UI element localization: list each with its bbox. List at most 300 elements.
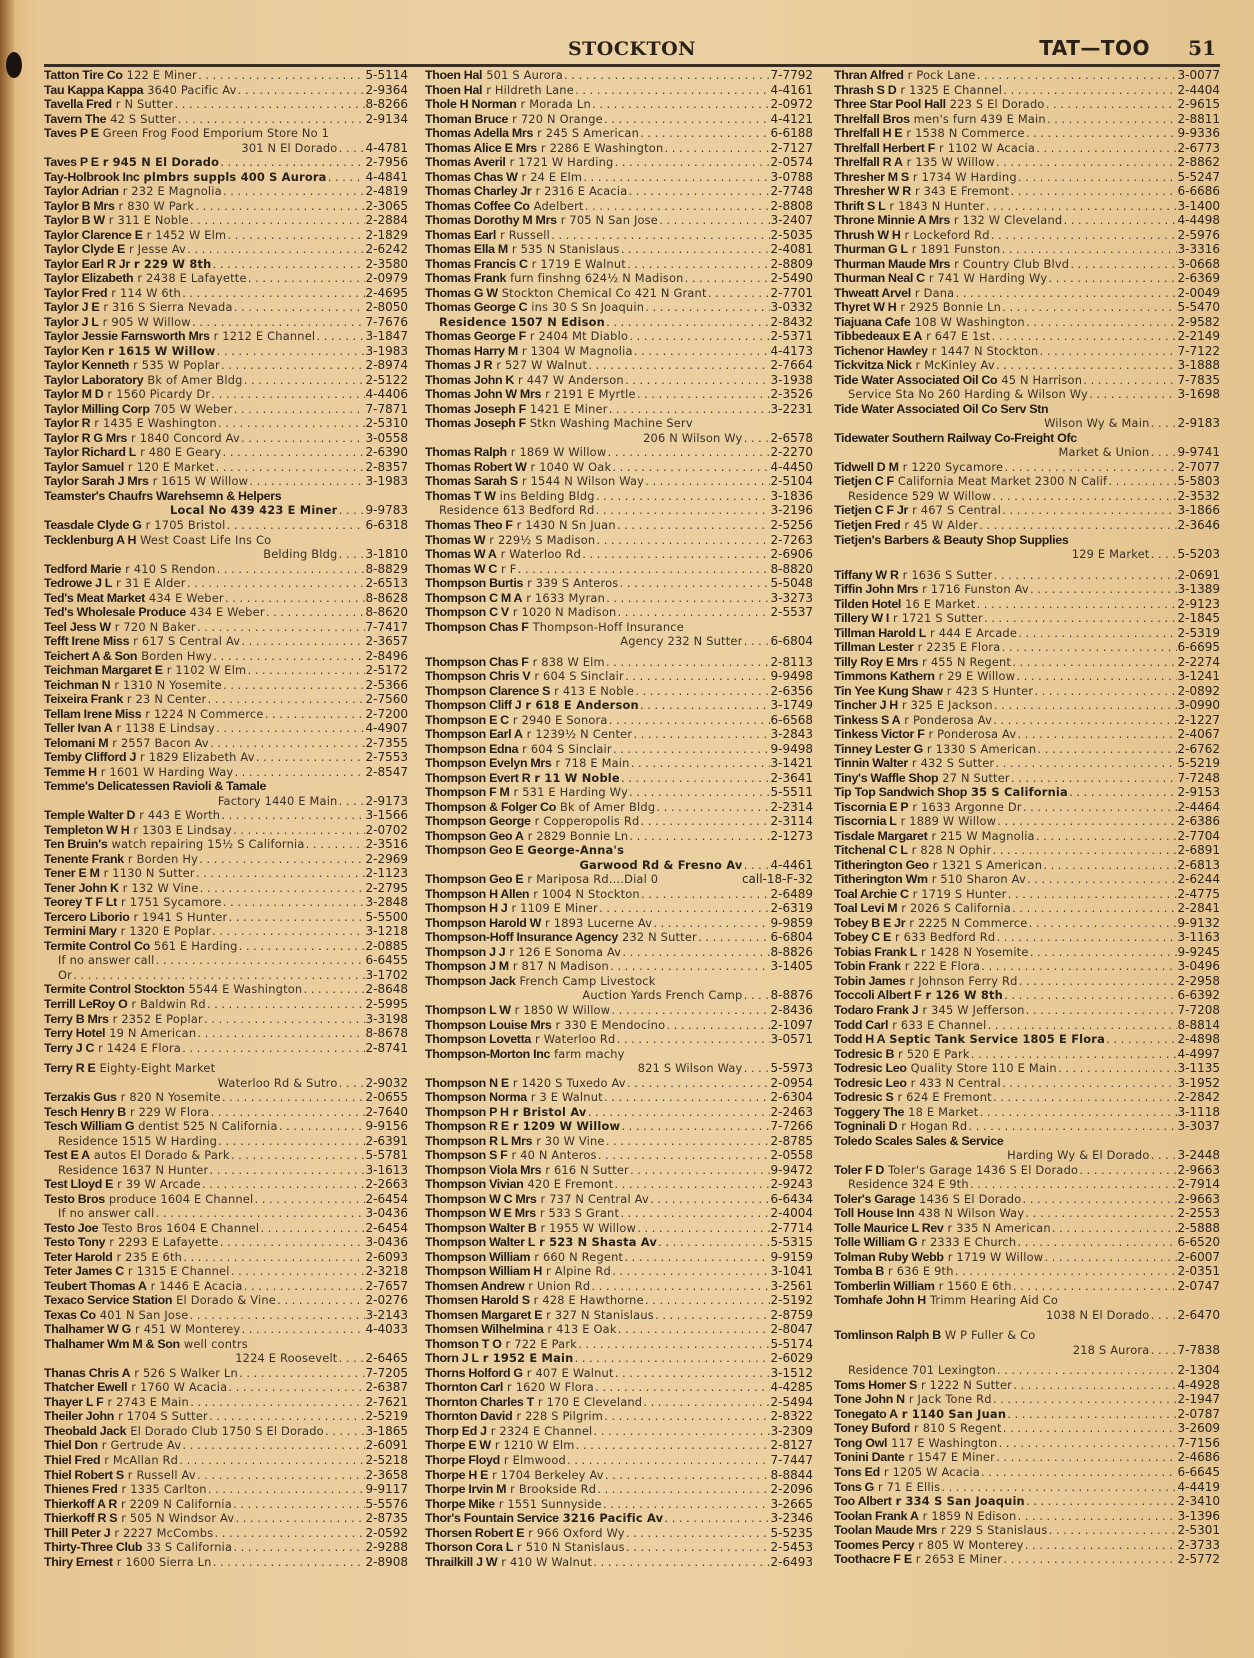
listing-entry [834,858,1220,873]
listing-line [425,591,813,606]
listing-entry [834,945,1220,960]
listing-detail: Toler's Garage 1436 S El Dorado [888,1162,1079,1177]
listing-line [834,141,1220,156]
listing-line [44,1041,408,1056]
listing-detail: r 1315 E Channel [127,1264,230,1279]
phone-number: 2-7200 [365,706,408,721]
phone-number: 2-3658 [365,1467,408,1482]
phone-number: 2-8322 [770,1409,813,1424]
listing-detail: r 1004 N Stockton [533,886,640,901]
listing-detail: r Country Club Blvd [954,256,1070,271]
listing-name: Todd Carl [834,1017,889,1032]
listing-name: Testo Joe [44,1220,99,1235]
listing-detail: r 527 W Walnut [496,358,588,373]
phone-number: 2-6578 [770,430,813,445]
listing-line [834,959,1220,974]
listing-detail: 401 N San Jose [99,1307,189,1322]
listing-entry [44,866,408,881]
phone-number: 2-2958 [1177,973,1220,988]
phone-number: 2-0979 [365,271,408,286]
listing-name: Thill Peter J [44,1525,111,1540]
listing-continuation [834,1148,1220,1163]
listing-entry [44,997,408,1012]
listing-name: Thorpe Mike [425,1496,495,1511]
listing-line [834,582,1220,597]
listing-detail: Residence 1507 N Edison [439,314,605,329]
listing-name: Thomas W C [425,561,498,576]
listing-detail: r 1941 S Hunter [133,909,228,924]
listing-entry [834,800,1220,815]
leader-dots [212,1557,366,1571]
phone-number: 2-2463 [770,1104,813,1119]
listing-name: Thresher M S [834,169,909,184]
listing-name: Thomas J R [425,358,493,373]
listing-line [425,257,813,272]
listing-name: Tellam Irene Miss [44,706,142,721]
listing-line [834,1363,1220,1378]
listing-entry [425,974,813,1003]
listing-entry [834,771,1220,786]
listing-line [834,533,1220,548]
listing-name: Tatton Tire Co [44,68,123,82]
phone-number: 3-1698 [1177,387,1220,402]
listing-detail: 19 N American [109,1026,197,1041]
listing-detail: r 413 E Oak [547,1322,617,1337]
listing-line [834,872,1220,887]
listing-detail: r Brookside Rd [510,1482,597,1497]
listing-line [425,1366,813,1381]
listing-entry [834,1250,1220,1265]
listing-line [44,213,408,228]
listing-detail: r Union Rd [528,1278,591,1293]
listing-detail: r Copperopolis Rd [534,814,640,829]
listing-detail: Residence 613 Bedford Rd [439,503,595,518]
listing-detail: r 132 W Cleveland [953,213,1063,228]
listing-name: Taylor R [44,416,91,431]
listing-line [425,1308,813,1323]
listing-detail: r Jack Tone Rd [908,1392,992,1407]
listing-entry [44,344,408,359]
listing-entry [44,1366,408,1381]
listing-detail: 42 S Sutter [110,111,177,126]
listing-name: Thompson E C [425,712,509,727]
phone-number: 4-4781 [365,140,408,155]
phone-number: 2-1845 [1177,611,1220,626]
listing-entry [425,576,813,591]
listing-detail: 705 W Weber [153,401,233,416]
phone-number: 2-1947 [1177,1392,1220,1407]
listing-name: Thompson George [425,814,531,829]
phone-number: 8-8829 [365,561,408,576]
listing-continuation [44,1351,408,1366]
listing-detail: r Bristol Av [512,1104,587,1119]
listing-address: Belding Bldg [263,547,338,562]
listing-line [44,692,408,707]
phone-number: 3-2448 [1177,1148,1220,1163]
listing-detail: r 1430 N Sn Juan [516,517,616,532]
listing-detail: r 1140 San Juan [901,1406,1007,1421]
phone-number: call-18-F-32 [741,872,813,887]
listing-entry [834,474,1220,489]
listing-entry [44,576,408,591]
phone-number: 2-5035 [770,227,813,242]
listing-entry [44,170,408,185]
listing-entry [44,460,408,475]
listing-line [834,1221,1220,1236]
listing-line [834,329,1220,344]
phone-number: 2-0276 [365,1293,408,1308]
listing-line [834,213,1220,228]
listing-entry [425,1148,813,1163]
listing-entry [834,170,1220,185]
listing-line [44,953,408,968]
listing-entry [425,474,813,489]
listing-name: Toolan Maude Mrs [834,1523,938,1538]
phone-number: 2-5172 [365,663,408,678]
listing-name: Thompson N E [425,1075,509,1090]
listing-entry [44,155,408,170]
listing-entry [834,684,1220,699]
listing-name: Tong Owl [834,1435,888,1450]
phone-number: 4-4841 [365,169,408,184]
listing-line [44,315,408,330]
listing-name: Tesch William G [44,1119,135,1134]
listing-name: Taylor Earl R Jr [44,256,130,271]
listing-line [425,1003,813,1018]
listing-detail: r 135 W Willow [906,155,995,170]
listing-detail: r 71 E Ellis [877,1479,941,1494]
listing-line [425,489,813,504]
listing-line [834,1509,1220,1524]
listing-entry [425,756,813,771]
listing-entry [834,640,1220,655]
listing-detail: Borden Hwy [141,648,213,663]
header-rule [44,64,1220,67]
phone-number: 2-5976 [1177,227,1220,242]
listing-continuation [44,794,408,809]
listing-name: Teller Ivan A [44,721,113,736]
listing-detail: 3640 Pacific Av [147,82,237,97]
listing-name: Thorson Cora L [425,1540,514,1555]
listing-name: Taylor B Mrs [44,198,115,213]
phone-number: 4-4419 [1177,1479,1220,1494]
phone-number: 2-5371 [770,329,813,344]
listing-detail: Residence 1515 W Harding [58,1133,218,1148]
listing-name: Thomas Charley Jr [425,184,532,199]
listing-address: 206 N Wilson Wy [643,430,743,445]
listing-line [834,460,1220,475]
listing-name: Thompson Lovetta [425,1032,532,1047]
listing-entry [44,1279,408,1294]
listing-name: Tip Top Sandwich Shop [834,785,967,800]
phone-number: 8-8678 [365,1026,408,1041]
listing-detail: r 1320 E Poplar [120,924,211,939]
listing-line [44,1366,408,1381]
listing-entry [44,1540,408,1555]
listing-entry [44,721,408,736]
listing-detail: r 1435 E Washington [94,416,217,431]
listing-name: Thompson William [425,1249,531,1264]
listing-line [425,1351,813,1366]
listing-line [44,852,408,867]
listing-detail: Eighty-Eight Market [99,1061,216,1076]
listing-name: Thiel Don [44,1438,98,1453]
listing-subentry [44,953,408,968]
phone-number: 8-8844 [770,1467,813,1482]
listing-detail: r 126 E Sonoma Av [509,944,622,959]
listing-name: Tichenor Hawley [834,343,928,358]
listing-name: Tau Kappa Kappa [44,82,144,97]
listing-name: Taylor Clarence E [44,227,143,242]
phone-number: 2-7355 [365,735,408,750]
listing-name: Tefft Irene Miss [44,634,130,649]
listing-name: Thierkoff A R [44,1496,117,1511]
phone-number: 2-6369 [1177,271,1220,286]
listing-detail: r 1130 N Sutter [103,866,195,881]
listing-detail: r 505 N Windsor Av [121,1511,235,1526]
listing-detail: r 1551 Sunnyside [498,1496,602,1511]
listing-line [425,1163,813,1178]
listing-name: Thor's Fountain Service [425,1511,559,1526]
listing-name: Thompson W C Mrs [425,1191,537,1206]
listing-detail: r 616 N Sutter [545,1162,629,1177]
phone-number: 2-5104 [770,474,813,489]
listing-entry [425,843,813,872]
listing-entry [425,126,813,141]
listing-detail: r 1843 N Hunter [889,198,985,213]
phone-number: 2-4898 [1177,1032,1220,1047]
listing-detail: 232 N Sutter [621,930,697,945]
listing-line [44,895,408,910]
listing-address: Harding Wy & El Dorado [1007,1148,1150,1163]
phone-number: 5-5219 [1177,756,1220,771]
listing-detail: r 905 W Willow [102,314,191,329]
listing-line [425,576,813,591]
listing-line [834,184,1220,199]
phone-number: 3-0788 [770,169,813,184]
listing-detail: r 647 E 1st [926,329,991,344]
listing-line [834,344,1220,359]
listing-detail: r 1716 Funston Av [922,582,1029,597]
listing-line [44,1526,408,1541]
listing-name: Thornton Charles T [425,1394,534,1409]
listing-line [44,997,408,1012]
listing-name: Thompson Louise Mrs [425,1017,552,1032]
listing-entry [425,1192,813,1207]
listing-entry [834,1378,1220,1393]
listing-line [44,300,408,315]
listing-line [425,698,813,713]
listing-entry [44,1424,408,1439]
listing-detail: r 1601 W Harding Way [100,764,234,779]
listing-line [425,141,813,156]
listing-entry [834,1003,1220,1018]
listing-line [425,930,813,945]
phone-number: 6-6804 [770,930,813,945]
listing-detail: r 1850 W Willow [514,1003,611,1017]
listing-line [834,1264,1220,1279]
listing-name: Thiry Ernest [44,1554,113,1569]
phone-number: 3-1749 [770,698,813,713]
listing-detail: West Coast Life Ins Co [140,532,272,547]
listing-detail: 35 S California [970,785,1068,800]
listing-name: Thompson Burtis [425,576,524,591]
phone-number: 2-6489 [770,886,813,901]
listing-detail: r 1321 S American [932,857,1043,872]
phone-number: 9-9498 [770,741,813,756]
phone-number: 2-0592 [365,1525,408,1540]
listing-line [425,1177,813,1192]
listing-name: Templeton W H [44,822,130,837]
listing-entry [44,649,408,664]
listing-line [44,83,408,98]
listing-entry [834,785,1220,800]
listing-detail: George-Anna's [527,843,625,858]
listing-detail: r 480 E Geary [140,445,222,460]
listing-name: Tons G [834,1479,874,1494]
listing-name: Teamster's Chaufrs Warehsemn & Helpers [44,488,282,503]
listing-line [44,1468,408,1483]
listing-line [425,445,813,460]
phone-number: 8-8820 [770,561,813,576]
phone-number: 5-5235 [770,1525,813,1540]
phone-number: 5-5174 [770,1336,813,1351]
listing-line [834,1552,1220,1567]
listing-entry [44,315,408,330]
listing-detail: r Russell Av [127,1467,196,1482]
listing-line [425,402,813,417]
phone-number: 3-1983 [365,474,408,489]
listing-name: Thornton Carl [425,1380,504,1395]
phone-number: 2-7077 [1177,459,1220,474]
listing-entry [425,184,813,199]
listing-line [44,750,408,765]
listing-detail: r 345 W Jefferson [922,1003,1025,1017]
listing-detail: 3216 Pacific Av [562,1511,664,1526]
listing-line [425,344,813,359]
phone-number: 2-6304 [770,1090,813,1105]
phone-number: 3-1163 [1177,930,1220,945]
phone-number: 2-3410 [1177,1494,1220,1509]
listing-entry [44,1409,408,1424]
phone-number: 2-5995 [365,997,408,1011]
listing-line [425,742,813,757]
listing-detail: Septic Tank Service 1805 E Flora [889,1032,1106,1047]
phone-number: 8-8814 [1177,1017,1220,1032]
phone-number: 4-4161 [770,82,813,97]
listing-name: Tisdale Margaret [834,828,928,843]
listing-name: Thomas Harry M [425,343,518,358]
listing-name: Thompson & Folger Co [425,799,556,814]
listing-name: Thomas John K [425,372,515,387]
listing-line [425,1293,813,1308]
listing-name: Tomhafe John H [834,1293,926,1308]
phone-number: 6-6568 [770,712,813,727]
listing-line [425,1206,813,1221]
phone-number: 2-8648 [365,982,408,997]
listing-line [834,814,1220,829]
listing-name: Thomas Joseph F [425,401,526,416]
listing-detail: 5544 E Washington [188,982,303,997]
phone-number: 8-8628 [365,590,408,605]
listing-name: Thompson Chas F [425,654,529,669]
listing-name: Thrailkill J W [425,1554,498,1569]
phone-number: 2-8127 [770,1438,813,1453]
listing-line [44,1192,408,1207]
listing-detail: r 1633 Argonne Dr [912,799,1022,814]
listing-line [834,843,1220,858]
listing-entry [425,286,813,301]
phone-number: 2-3218 [365,1264,408,1279]
listing-detail: r 1889 W Willow [900,814,997,829]
listing-entry [834,1421,1220,1436]
phone-number: 3-1702 [365,967,408,982]
listing-line [834,1392,1220,1407]
listing-line [425,1395,813,1410]
listing-continuation [44,503,408,518]
listing-entry [425,1453,813,1468]
listing-detail: dentist 525 N California [138,1119,278,1134]
listing-line [44,1555,408,1570]
phone-number: 2-5122 [365,372,408,387]
listing-detail: r 2235 E Flora [917,640,1001,655]
listing-line [425,126,813,141]
listing-detail: r 229 W 8th [133,256,212,271]
listing-line [425,727,813,742]
listing-name: Tomberlin William [834,1278,935,1293]
listing-line [44,344,408,359]
listing-detail: r Hogan Rd [901,1119,968,1134]
listing-continuation [44,547,408,562]
listing-detail: r 40 N Anteros [511,1148,597,1163]
listing-name: Thrash S D [834,82,897,97]
phone-number: 2-2553 [1177,1206,1220,1221]
listing-entry [425,669,813,684]
phone-number: 6-6686 [1177,184,1220,199]
listing-entry [834,1090,1220,1105]
listing-line [834,126,1220,141]
listing-detail: 420 E Fremont [527,1177,614,1192]
phone-number: 2-6091 [365,1438,408,1453]
phone-number: 2-5453 [770,1540,813,1555]
listing-entry [425,387,813,402]
listing-detail: r 2225 N Commerce [909,915,1028,930]
listing-subentry [834,387,1220,402]
listing-name: Togninali D [834,1119,898,1134]
listing-line [44,1090,408,1105]
phone-number: 2-6244 [1177,872,1220,887]
phone-number: 9-9159 [770,1249,813,1264]
listing-entry [834,1465,1220,1480]
listing-name: Temple Walter D [44,808,136,823]
listing-entry [834,141,1220,156]
phone-number: 6-6392 [1177,988,1220,1003]
listing-detail: r 423 S Hunter [946,683,1034,698]
listing-line [425,300,813,315]
listing-entry [425,1540,813,1555]
phone-number: 3-2407 [770,213,813,228]
listing-line [44,1482,408,1497]
listing-line [44,518,408,533]
listing-entry [834,1192,1220,1207]
listing-line [425,286,813,301]
phone-number: 3-2843 [770,727,813,742]
listing-line [44,1134,408,1149]
listing-detail: r 2324 E Channel [490,1423,593,1438]
listing-line [44,1279,408,1294]
listing-name: Thomas Dorothy M Mrs [425,213,557,228]
phone-number: 3-1400 [1177,198,1220,213]
